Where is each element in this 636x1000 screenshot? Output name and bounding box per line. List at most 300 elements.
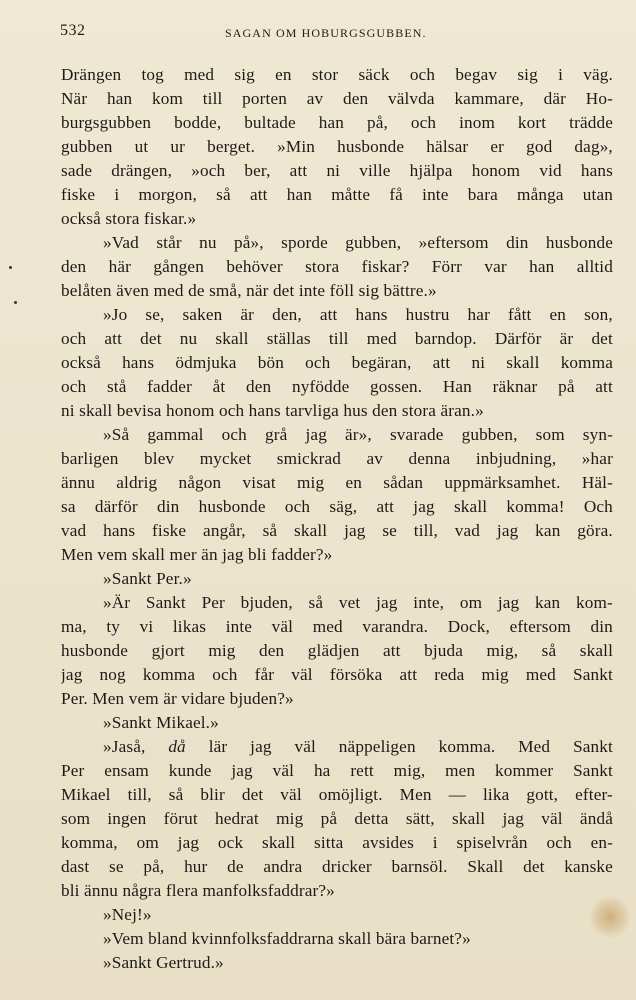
text-line (61, 447, 613, 471)
word: stora (305, 257, 340, 276)
text-line (61, 303, 613, 327)
text-line (61, 591, 613, 615)
word: på, (366, 113, 388, 132)
running-title: SAGAN OM HOBURGSGUBBEN. (225, 26, 427, 40)
word: så (168, 785, 184, 804)
text-line (61, 663, 613, 687)
word: er (490, 137, 504, 156)
word: son, (584, 305, 613, 324)
word: gången (153, 257, 204, 276)
text-line: också stora fiskar.» (61, 209, 197, 228)
word: kunde (168, 761, 212, 780)
word: ändå (579, 809, 613, 828)
word: efter- (575, 785, 613, 804)
word: ma, (61, 617, 87, 636)
word: lika (482, 785, 510, 804)
text-line (61, 735, 613, 759)
word: Per (201, 593, 225, 612)
text-line (61, 615, 613, 639)
word: ut (134, 137, 149, 156)
word: Per (61, 761, 85, 780)
text-line (61, 759, 613, 783)
word: säck (358, 65, 390, 84)
word: ock (217, 833, 244, 852)
word: jag (344, 521, 366, 540)
word: sig (517, 65, 538, 84)
word: likas (172, 617, 207, 636)
word: i (114, 185, 120, 204)
word: till (328, 329, 349, 348)
word: att (376, 497, 395, 516)
text-line (61, 423, 613, 447)
word: behöver (226, 257, 283, 276)
word: komma (560, 353, 613, 372)
word: spiselvrån (456, 833, 528, 852)
word: Därför (494, 329, 542, 348)
word: bultade (244, 113, 296, 132)
word: barnsöl. (391, 857, 448, 876)
word: och (221, 425, 247, 444)
word: dast (61, 857, 90, 876)
word: måtte (331, 185, 371, 204)
word: och (305, 353, 331, 372)
word: och (546, 833, 572, 852)
word: rett (350, 761, 374, 780)
word: sätt, (405, 809, 435, 828)
word: smickrad (276, 449, 341, 468)
word: kanske (564, 857, 613, 876)
word: utan (582, 185, 613, 204)
word: inte, (413, 593, 445, 612)
word: den (259, 641, 285, 660)
word: i (432, 833, 438, 852)
word: Förr (431, 257, 462, 276)
word: sade (61, 161, 93, 180)
word: i (558, 65, 563, 84)
word: gjort (151, 641, 185, 660)
text-line (61, 375, 613, 399)
word: är», (345, 425, 372, 444)
word: mig (481, 665, 509, 684)
word: en- (590, 833, 613, 852)
word: jag (177, 833, 200, 852)
word: stor (311, 65, 339, 84)
word: jag (376, 593, 398, 612)
word: grå (265, 425, 288, 444)
word: gammal (147, 425, 204, 444)
word: till (202, 89, 223, 108)
word: har (467, 305, 490, 324)
word: att (104, 329, 123, 348)
text-line: »Nej!» (103, 905, 152, 924)
word: som (61, 809, 91, 828)
word: är (559, 329, 574, 348)
word: porten (242, 89, 287, 108)
word: fiskar? (361, 257, 410, 276)
word: att (595, 377, 613, 396)
word: dricker (322, 857, 372, 876)
word: ha (313, 761, 331, 780)
word: honom (471, 161, 521, 180)
word: Sankt (573, 761, 613, 780)
word: gubben, (461, 425, 518, 444)
word: ty (106, 617, 121, 636)
word: ensam (104, 761, 149, 780)
word: inom (459, 113, 495, 132)
word: den (246, 377, 272, 396)
word: försöka (329, 665, 383, 684)
word: så (308, 593, 324, 612)
word: komma (142, 665, 196, 684)
word: räknar (492, 377, 538, 396)
word: mig (208, 641, 236, 660)
word: ni (471, 353, 486, 372)
word: se (109, 857, 124, 876)
word: trädde (569, 113, 613, 132)
word: om (459, 593, 483, 612)
word: ställas (266, 329, 311, 348)
word: ingen (107, 809, 147, 828)
word: en (549, 305, 567, 324)
word: ber, (244, 161, 271, 180)
word: att (382, 641, 401, 660)
word: och (410, 113, 437, 132)
word: vid (539, 161, 562, 180)
word: med (525, 665, 556, 684)
margin-mark (14, 301, 17, 304)
word: husbonde (545, 233, 613, 252)
text-line: »Sankt Per.» (103, 569, 192, 588)
word: på (558, 377, 575, 396)
word: näppeligen (338, 737, 416, 756)
word: gossen. (370, 377, 423, 396)
word: hedrat (215, 809, 259, 828)
word: drängen, (111, 161, 173, 180)
word: mycket (199, 449, 252, 468)
word: av (366, 449, 384, 468)
word: denna (408, 449, 451, 468)
word: väl (271, 617, 294, 636)
word: kan (535, 521, 561, 540)
word: stå (106, 377, 127, 396)
word: väl (280, 785, 302, 804)
word: och (409, 65, 436, 84)
text-line (61, 183, 613, 207)
page-number: 532 (60, 22, 86, 39)
text-line (61, 783, 613, 807)
word: sådan (383, 473, 424, 492)
word: svarade (389, 425, 444, 444)
word: och (61, 329, 87, 348)
word: fadder (147, 377, 192, 396)
word: jag (250, 737, 272, 756)
word: åt (212, 377, 226, 396)
word: visat (242, 473, 276, 492)
word: det (241, 785, 264, 804)
word: sitta (314, 833, 344, 852)
word: Dock, (447, 617, 490, 636)
word: med (184, 65, 215, 84)
word: komma. (438, 737, 496, 756)
word: — (448, 785, 466, 804)
word: jag (502, 809, 524, 828)
word: att (249, 185, 268, 204)
word: morgon, (138, 185, 197, 204)
word: nyfödde (291, 377, 350, 396)
word: avsides (362, 833, 414, 852)
word: att (319, 305, 338, 324)
word: ville (359, 161, 391, 180)
word: här (108, 257, 132, 276)
word: aldrig (116, 473, 158, 492)
word: andra (263, 857, 303, 876)
word: kort (517, 113, 547, 132)
word: göra. (577, 521, 613, 540)
word: hur (184, 857, 208, 876)
word: väl (294, 737, 316, 756)
word: eftersom (509, 617, 571, 636)
word: husbonde (61, 641, 129, 660)
margin-mark (9, 266, 12, 269)
word: skall (506, 353, 540, 372)
word: »Jo (103, 305, 128, 324)
word: barndop. (414, 329, 477, 348)
word: och (212, 665, 238, 684)
word: tog (141, 65, 164, 84)
word: vi (139, 617, 154, 636)
word: väl (291, 665, 313, 684)
word: skall (452, 809, 486, 828)
word: det (591, 329, 613, 348)
word: den, (272, 305, 302, 324)
word: så (541, 641, 557, 660)
word: få (389, 185, 403, 204)
text-line (61, 111, 613, 135)
word: med (366, 329, 397, 348)
word: Drängen (61, 65, 122, 84)
word: mig (297, 473, 325, 492)
word: att (399, 665, 418, 684)
word: angår, (203, 521, 246, 540)
word: det (523, 857, 545, 876)
word: den (61, 257, 87, 276)
word: Han (442, 377, 472, 396)
word: med (312, 617, 343, 636)
word: fått (507, 305, 532, 324)
text-line: »Vem bland kvinnfolksfaddrarna skall bära barnet?» (103, 929, 471, 948)
word: bjuda (424, 641, 464, 660)
word: När (61, 89, 88, 108)
word: syn- (582, 425, 613, 444)
word: står (156, 233, 182, 252)
word: lär (208, 737, 228, 756)
word: väl (541, 809, 563, 828)
word: skall (262, 833, 296, 852)
word: hans (122, 353, 155, 372)
word: alltid (576, 257, 613, 276)
word: bjuden, (240, 593, 293, 612)
word: detta (354, 809, 389, 828)
word: jag (61, 665, 83, 684)
word: ni (326, 161, 341, 180)
word: Sankt (145, 593, 186, 612)
text-line: belåten även med de små, när det inte föll sig bättre.» (61, 281, 437, 300)
word: välvda (387, 89, 435, 108)
word: »och (191, 161, 226, 180)
word: så (216, 185, 231, 204)
word: nu (199, 233, 217, 252)
word: jag (497, 593, 520, 612)
word: komma! (506, 497, 565, 516)
word: hustru (405, 305, 450, 324)
text-line (61, 471, 613, 495)
word: husbonde (198, 497, 266, 516)
word: Ho- (585, 89, 613, 108)
word: Sankt (573, 737, 613, 756)
word: till, (413, 521, 438, 540)
word: hjälpa (409, 161, 453, 180)
word: och (284, 497, 311, 516)
text-line: bli ännu några flera manfolksfaddrar?» (61, 881, 335, 900)
text-line (61, 519, 613, 543)
word: till, (127, 785, 152, 804)
word: vad (61, 521, 87, 540)
word: får (254, 665, 275, 684)
word: sig (234, 65, 255, 84)
text-line (61, 63, 613, 87)
text-line: »Sankt Gertrud.» (103, 953, 224, 972)
word: på», (234, 233, 264, 252)
word: »har (581, 449, 613, 468)
word: det (140, 329, 162, 348)
word: blev (144, 449, 175, 468)
text-line (61, 159, 613, 183)
word: barligen (61, 449, 119, 468)
word: hans (355, 305, 388, 324)
word: Mikael (61, 785, 111, 804)
text-line (61, 831, 613, 855)
word: att (289, 161, 308, 180)
word: sa (61, 497, 76, 516)
word: bodde, (174, 113, 222, 132)
body-text (61, 63, 613, 975)
word: kom (151, 89, 183, 108)
word: att (432, 353, 451, 372)
word: också (61, 353, 101, 372)
word: din (590, 617, 613, 636)
word: väl (272, 761, 295, 780)
word: jag (231, 761, 253, 780)
word: »eftersom (418, 233, 489, 252)
word: hälsar (426, 137, 469, 156)
word: var (484, 257, 507, 276)
word: han (286, 185, 313, 204)
text-line (61, 87, 613, 111)
word: och (61, 377, 87, 396)
text-line (61, 135, 613, 159)
word: hans (103, 521, 136, 540)
word: omöjligt. (318, 785, 383, 804)
word: fiske (152, 521, 187, 540)
word: som (535, 425, 565, 444)
text-line (61, 255, 613, 279)
word: därför (94, 497, 138, 516)
word: hans (580, 161, 613, 180)
word: ännu (61, 473, 96, 492)
word: blir (200, 785, 225, 804)
word: din (156, 497, 180, 516)
word: om (136, 833, 159, 852)
word: husbonde (337, 137, 405, 156)
word: gott, (526, 785, 559, 804)
word: mig (276, 809, 304, 828)
text-line: Per. Men vem är vidare bjuden?» (61, 689, 294, 708)
word: jag (305, 425, 327, 444)
word: kammare, (454, 89, 524, 108)
word: saken (182, 305, 223, 324)
text-line (61, 351, 613, 375)
word: skall (294, 521, 328, 540)
word: burgsgubben (61, 113, 152, 132)
word: skall (579, 641, 613, 660)
word: »Så (103, 425, 130, 444)
word: bön (257, 353, 284, 372)
word: gubben, (345, 233, 402, 252)
word: Sankt (572, 665, 613, 684)
word: säg, (329, 497, 358, 516)
word: skall (453, 497, 488, 516)
word: förut (163, 809, 198, 828)
word: väg. (583, 65, 613, 84)
word: fiske (61, 185, 96, 204)
word: kom- (576, 593, 613, 612)
word: dag», (574, 137, 613, 156)
word: se (382, 521, 397, 540)
word: många (517, 185, 564, 204)
word: mig, (486, 641, 519, 660)
word: någon (178, 473, 222, 492)
word: är (240, 305, 255, 324)
word: han (318, 113, 345, 132)
word: av (306, 89, 324, 108)
word: ödmjuka (175, 353, 237, 372)
word: kan (535, 593, 561, 612)
word: han (106, 89, 133, 108)
word: inte (225, 617, 253, 636)
word: inbjudning, (475, 449, 557, 468)
word: din (506, 233, 529, 252)
word: bara (467, 185, 498, 204)
word: Med (518, 737, 551, 756)
text-line (61, 231, 613, 255)
word: Skall (467, 857, 504, 876)
word: vet (338, 593, 361, 612)
word: så (262, 521, 278, 540)
word: god (526, 137, 553, 156)
word: »Är (103, 593, 131, 612)
word: inte (422, 185, 449, 204)
word: han (529, 257, 555, 276)
word: nu (179, 329, 198, 348)
word: på (320, 809, 338, 828)
word: nog (99, 665, 126, 684)
word: kommer (495, 761, 554, 780)
word: de (227, 857, 244, 876)
text-line (61, 495, 613, 519)
word: »Min (277, 137, 316, 156)
word: jag (496, 521, 519, 540)
word: då (168, 737, 186, 756)
